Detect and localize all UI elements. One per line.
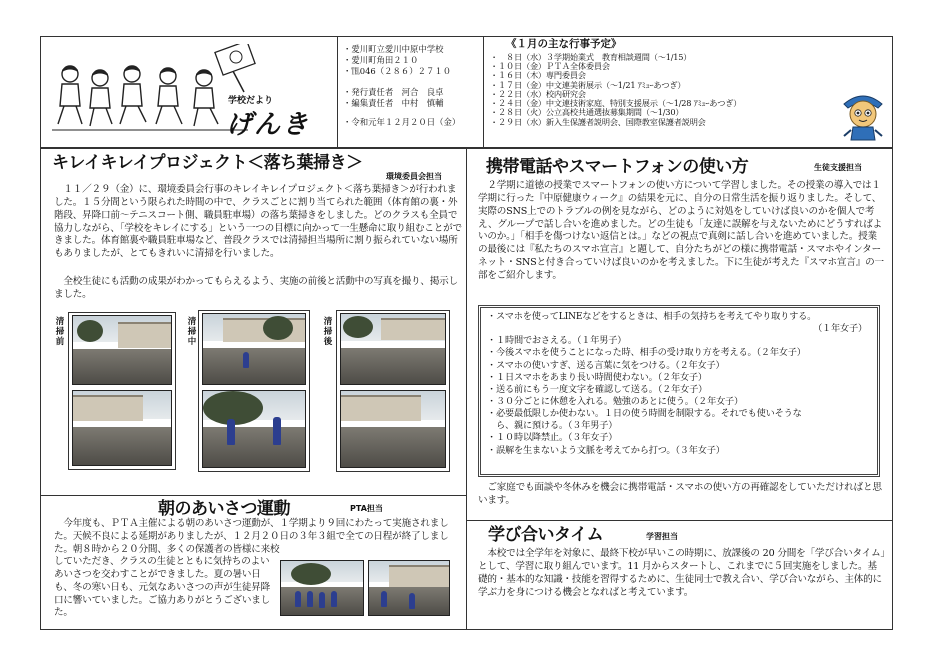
phone-paragraph: ２学期に道徳の授業でスマートフォンの使い方について学習しました。その授業の導入では１学期に行った『中原健康ウィーク』の結果を元に、自分の日常生活を振り返りました。そして、実際のSNS上でのトラブルの例を見ながら、どのように対処をしていけば良いのかを個人で考え、グループで話し合いを進めました。どの生徒も「友達に誤解を与えないためにどうすればよいのか。」「相手を傷つけない返信とは。」などの視点で真剣に話し合いを進めていました。授業の最後には『私たちのスマホ宣言』と題して、自分たちがどの様に携帯電話・スマホやインターネット・SNSと付き合っていけば良いのかを考えました。下に生徒が考えた『スマホ宣言』の一部をご紹介します。 xyxy=(478,180,884,281)
declaration-item: ら、親に預ける。（３年男子） xyxy=(487,420,618,432)
schedule-title: 《１月の主な行事予定》 xyxy=(506,38,622,50)
right-section-divider xyxy=(466,520,893,521)
study-paragraph: 本校では全学年を対象に、最終下校が早いこの時期に、放課後の 20 分間を「学び合いタイム」として、学習に取り組んでいます。11 月からスタートし、これまでに５回実施をしました。基礎的・基本的な知識・技能を習得するために、生徒同士で教え合い、学び合いながら、主体的に学ぶ力を身につける機会となればと考えています。 xyxy=(478,548,886,598)
schedule-event: ・１０日（金）ＰＴＡ全体委員会 xyxy=(490,61,610,72)
issue-date: ・令和元年１２月２０日（金） xyxy=(343,116,461,127)
newsletter-title: げんき xyxy=(226,110,311,140)
newsletter-small-title: 学校だより xyxy=(228,96,274,106)
declaration-item: ・スマホを使ってLINEなどをするときは、相手の気持ちを考えてやり取りする。 xyxy=(487,311,817,322)
photo-before-1 xyxy=(72,315,172,385)
declaration-item: ・スマホの使いすぎ、送る言葉に気をつける。（２年女子） xyxy=(487,359,725,371)
declaration-item: ・１日スマホをあまり長い時間使わない。（２年女子） xyxy=(487,371,707,383)
greeting-paragraph-narrow: していただき、クラスの生徒とともに気持ちのよいあいさつを交わすことができました。夏の暑い日も、冬の寒い日も、元気なあいさつの声が生徒昇降口に響いていました。ご協力ありがとうございました。 xyxy=(54,556,271,619)
cleanup-paragraph-2: 全校生徒にも活動の成果がわかってもらえるよう、実施の前後と活動中の写真を撮り、掲示しました。 xyxy=(54,276,458,300)
photo-after-2 xyxy=(340,390,446,468)
cleanup-title: キレイキレイプロジェクト＜落ち葉掃き＞ xyxy=(52,153,363,173)
schedule-event: ・２４日（金）中文連技術家庭、特別支援展示（～1/28 ｱﾐｭｰあつぎ） xyxy=(490,98,742,109)
declaration-item: ・今後スマホを使うことになった時、相手の受け取り方を考える。（２年女子） xyxy=(487,347,806,359)
photo-greeting-2 xyxy=(368,560,450,616)
greeting-byline: PTA担当 xyxy=(350,504,383,513)
label-before: 清掃前 xyxy=(55,317,65,347)
schedule-event: ・２２日（水）校内研究会 xyxy=(490,88,586,99)
label-during: 清掃中 xyxy=(187,317,197,347)
editor: ・編集責任者 中村 慎輔 xyxy=(343,97,444,108)
left-section-divider xyxy=(40,495,467,496)
school-name: ・愛川町立愛川中原中学校 xyxy=(343,44,444,54)
study-byline: 学習担当 xyxy=(646,532,678,541)
declaration-item: ・必要最低限しか使わない。１日の使う時間を制限する。それでも使いそうな xyxy=(487,408,802,420)
photo-before-2 xyxy=(72,390,172,466)
schedule-event: ・２９日（水）新入生保護者説明会、国際教室保護者説明会 xyxy=(490,116,706,127)
declarations-box xyxy=(478,305,880,477)
declaration-item: ・１時間でおさえる。（１年男子） xyxy=(487,335,627,347)
school-phone: ・℡046（２８６）２７１０ xyxy=(343,65,452,76)
declarations-list xyxy=(487,311,871,457)
masthead xyxy=(48,44,330,144)
schedule-event: ・２８日（火）公立高校共通選抜募集期間（～1/30） xyxy=(490,107,684,118)
declaration-item: ・送る前にもう一度文字を確認して送る。（２年女子） xyxy=(487,383,708,395)
publisher: ・発行責任者 河合 良卓 xyxy=(343,86,444,97)
photo-greeting-1 xyxy=(280,560,364,616)
schedule-event: ・１６日（木）専門委員会 xyxy=(490,70,586,81)
photo-after-1 xyxy=(340,313,446,385)
study-title: 学び合いタイム xyxy=(488,525,604,545)
declaration-item: ・３０分ごとに休憩を入れる。勉強のあとに使う。（２年女子） xyxy=(487,395,744,407)
greeting-paragraph-wide: 今年度も、ＰＴＡ主催による朝のあいさつ運動が、１学期より９回にわたって実施されました。天候不良による延期がありましたが、１２月２０日の３年３組で全ての日程が終了しました。朝８時から２０分間、多くの保護者の皆様に来校 xyxy=(54,518,449,555)
declaration-author: （１年女子） xyxy=(813,323,867,335)
phone-title: 携帯電話やスマートフォンの使い方 xyxy=(486,157,749,177)
declaration-item: ・１０時以降禁止。（３年女子） xyxy=(487,432,618,444)
header-divider-left xyxy=(337,36,338,148)
photo-during-1 xyxy=(202,313,306,385)
label-after: 清掃後 xyxy=(323,317,333,347)
greeting-title: 朝のあいさつ運動 xyxy=(158,499,290,519)
mascot-illustration xyxy=(838,86,888,144)
schedule-event: ・ ８日（水）３学期始業式 教育相談週間（～1/15） xyxy=(490,51,692,62)
schedule xyxy=(490,38,830,127)
cleanup-byline: 環境委員会担当 xyxy=(386,172,442,181)
photo-during-2 xyxy=(202,390,306,468)
column-divider xyxy=(466,148,467,630)
school-address: ・愛川町角田２１０ xyxy=(343,54,419,65)
header-divider-right xyxy=(483,36,484,148)
cleanup-paragraph-1: １１／２９（金）に、環境委員会行事のキレイキレイプロジェクト＜落ち葉掃き＞が行われました。１５分間という限られた時間の中で、クラスごとに割り当てられた範囲（体育館の裏・外階段、昇降口前～テニスコート側、職員駐車場）の落ち葉掃きをしました。どのクラスも全員で協力しながら、「学校をキレイにする」という一つの目標に向かって一生懸命に取り組むことができました。体育館裏や職員駐車場など、普段クラスでは清掃担当場所に割り振られていない場所もありましたが、とてもきれいに清掃を行いました。 xyxy=(54,184,462,260)
phone-byline: 生徒支援担当 xyxy=(814,163,862,172)
school-info xyxy=(343,44,481,128)
schedule-event: ・１７日（金）中文連美術展示（～1/21 ｱﾐｭｰあつぎ） xyxy=(490,79,686,90)
phone-closing: ご家庭でも面談や冬休みを機会に携帯電話・スマホの使い方の再確認をしていただければと思います。 xyxy=(478,482,882,506)
declaration-item: ・誤解を生まないよう文脈を考えてから打つ。（３年女子） xyxy=(487,444,725,456)
